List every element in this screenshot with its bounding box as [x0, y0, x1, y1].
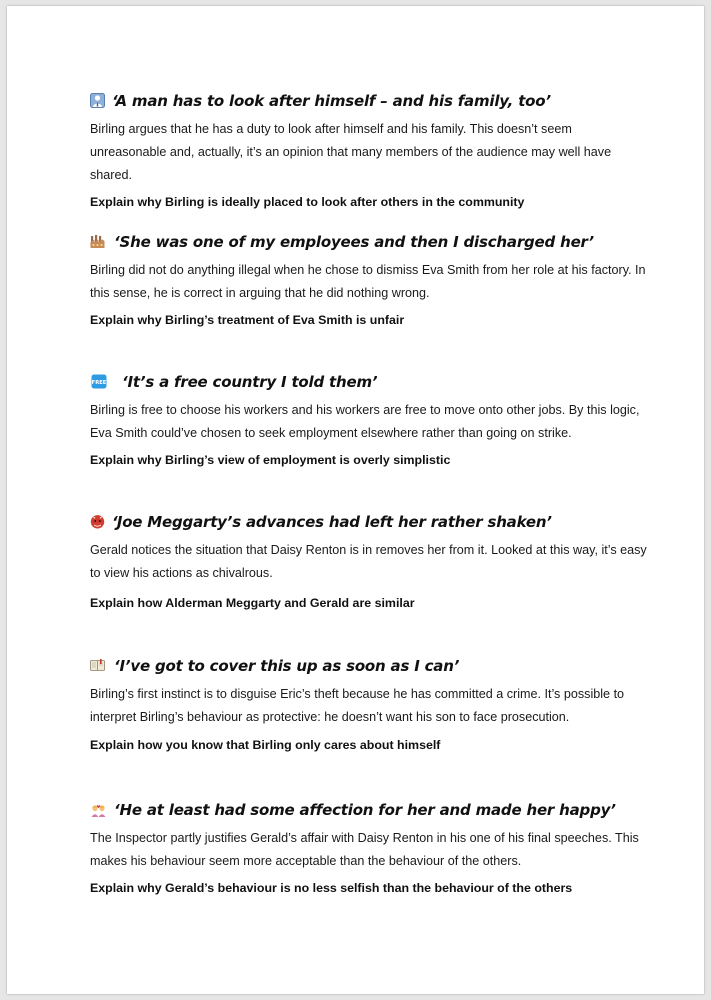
task-prompt: Explain how Alderman Meggarty and Gerald are similar	[90, 596, 415, 610]
task-prompt: Explain how you know that Birling only cares about himself	[90, 738, 441, 752]
quote-heading	[90, 90, 650, 118]
context-paragraph: Birling argues that he has a duty to look after himself and his family. This doesn’t seem unreasonable and, actually, it’s an opinion that many members of the audience may well have shared.	[90, 122, 612, 182]
quote-heading	[90, 371, 650, 399]
quote-section	[90, 371, 650, 468]
quote-text: ‘I’ve got to cover this up as soon as I can’	[114, 657, 460, 675]
context-paragraph: Birling’s first instinct is to disguise Eric’s theft because he has committed a crime. It’s possible to interpret Birling’s behaviour as protective: he doesn’t want his son to face prosecution.	[90, 687, 625, 724]
quote-section	[90, 655, 650, 753]
man-office-worker-icon	[90, 93, 105, 108]
task-prompt: Explain why Birling’s view of employment is overly simplistic	[90, 453, 451, 467]
quote-heading	[90, 231, 650, 259]
document-page	[7, 6, 704, 994]
svg-text:FREE: FREE	[91, 380, 107, 386]
ledger-book-icon	[90, 658, 105, 673]
quote-text: ‘A man has to look after himself – and his family, too’	[112, 92, 551, 110]
quote-section	[90, 799, 650, 896]
quote-text: ‘She was one of my employees and then I discharged her’	[114, 233, 594, 251]
ogre-face-icon	[90, 514, 105, 529]
factory-icon	[90, 234, 105, 249]
context-paragraph: Birling did not do anything illegal when he chose to dismiss Eva Smith from her role at his factory. In this sense, he is correct in arguing that he did nothing wrong.	[90, 263, 646, 300]
quote-heading	[90, 799, 650, 827]
quote-section	[90, 231, 650, 328]
context-paragraph: Birling is free to choose his workers and his workers are free to move onto other jobs. By this logic, Eva Smith could’ve chosen to seek employment elsewhere rather than going on strike.	[90, 403, 640, 440]
quote-heading	[90, 511, 650, 539]
quote-heading	[90, 655, 650, 683]
quote-text: ‘It’s a free country I told them’	[122, 373, 378, 391]
task-prompt: Explain why Gerald’s behaviour is no less selfish than the behaviour of the others	[90, 881, 573, 895]
quote-text: ‘Joe Meggarty’s advances had left her rather shaken’	[112, 513, 552, 531]
task-prompt: Explain why Birling’s treatment of Eva Smith is unfair	[90, 313, 405, 327]
quote-section	[90, 90, 650, 210]
quote-section	[90, 511, 650, 611]
quote-text: ‘He at least had some affection for her and made her happy’	[114, 801, 616, 819]
free-button-icon	[90, 374, 108, 389]
couple-with-heart-icon	[90, 802, 107, 817]
context-paragraph: The Inspector partly justifies Gerald’s affair with Daisy Renton in his one of his final speeches. This makes his behaviour seem more acceptable than the behaviour of the others.	[90, 831, 639, 868]
context-paragraph: Gerald notices the situation that Daisy Renton is in removes her from it. Looked at this way, it’s easy to view his actions as chivalrous.	[90, 543, 647, 580]
task-prompt: Explain why Birling is ideally placed to look after others in the community	[90, 195, 525, 209]
